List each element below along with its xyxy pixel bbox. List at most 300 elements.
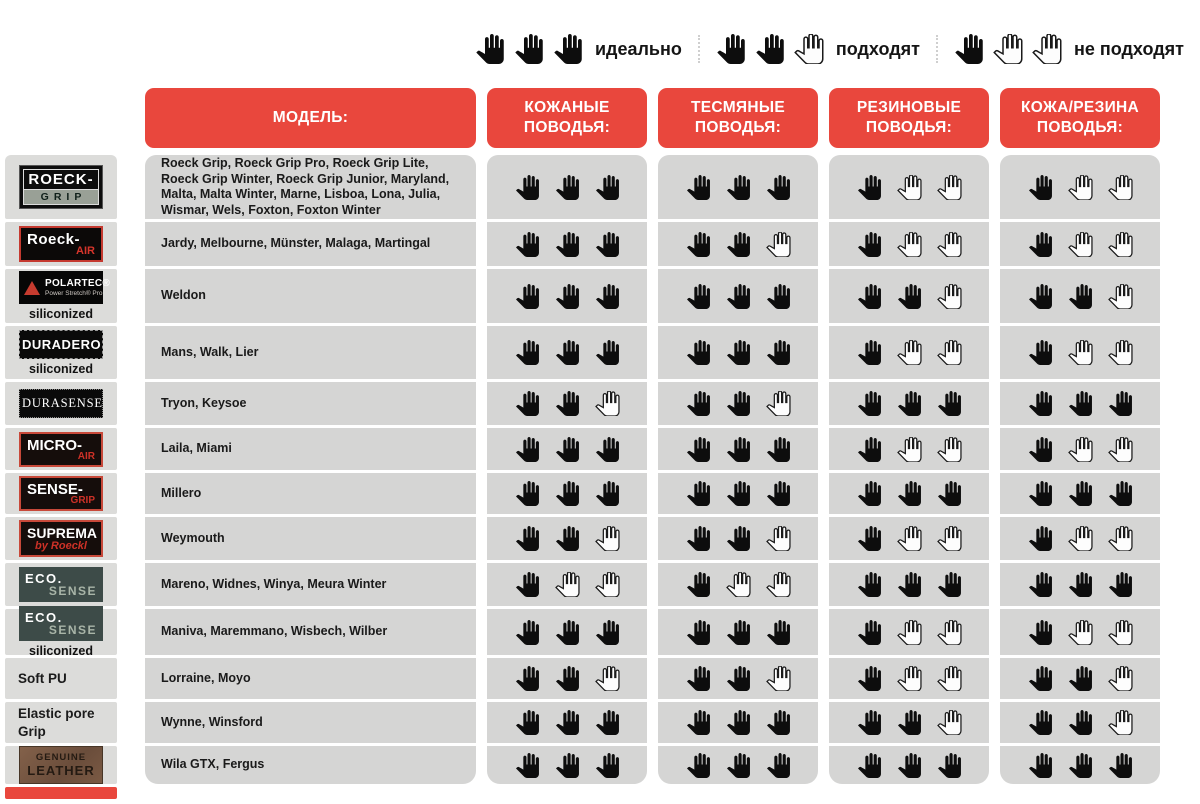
legend-item-unsuitable <box>954 34 1184 64</box>
hand-filled-icon <box>937 481 962 506</box>
model-cell <box>145 269 476 323</box>
hand-filled-icon <box>954 34 984 64</box>
rating-cell <box>658 658 818 699</box>
hand-outline-icon <box>1068 526 1093 551</box>
rating-column-leather-rubber-reins <box>1000 88 1160 784</box>
material-cell <box>5 222 117 266</box>
rating-column-body <box>487 155 647 784</box>
rating-cell <box>829 658 989 699</box>
rating-cell <box>487 609 647 655</box>
rating-cell <box>487 746 647 784</box>
hand-filled-icon <box>726 232 751 257</box>
hand-filled-icon <box>1028 340 1053 365</box>
material-cell <box>5 658 117 699</box>
hand-filled-icon <box>1028 526 1053 551</box>
hand-filled-icon <box>1068 284 1093 309</box>
rating-cell <box>487 222 647 266</box>
hand-outline-icon <box>1108 232 1133 257</box>
model-names: Wynne, Winsford <box>161 714 263 729</box>
suprema-logo <box>19 520 103 557</box>
material-caption: siliconized <box>29 307 93 321</box>
legend-item-suitable <box>716 34 920 64</box>
hand-outline-icon <box>937 175 962 200</box>
logo-text: AIR <box>77 450 95 462</box>
hand-outline-icon <box>897 340 922 365</box>
rating-header-rubber-reins: РЕЗИНОВЫЕ ПОВОДЬЯ: <box>829 88 989 148</box>
material-cell <box>5 155 117 219</box>
rating-cell <box>1000 473 1160 514</box>
rating-cell <box>487 517 647 560</box>
legend-separator <box>698 35 700 63</box>
hand-outline-icon <box>766 526 791 551</box>
logo-text: AIR <box>76 245 95 257</box>
legend <box>475 34 1184 64</box>
hand-filled-icon <box>726 710 751 735</box>
hand-filled-icon <box>1028 481 1053 506</box>
rating-column-webbing-reins <box>658 88 818 784</box>
hand-outline-icon <box>595 526 620 551</box>
hand-filled-icon <box>726 391 751 416</box>
hand-filled-icon <box>1028 620 1053 645</box>
material-cell <box>5 382 117 425</box>
model-names: Roeck Grip, Roeck Grip Pro, Roeck Grip Lite, Roeck Grip Winter, Roeck Grip Junior, Maryland, Malta, Malta Winter, Marne, Lisboa, Lona, Julia, Wismar, Wels, Foxton, Foxton Winter <box>161 156 450 217</box>
hand-outline-icon <box>993 34 1023 64</box>
material-cell <box>5 428 117 470</box>
rating-cell <box>658 702 818 743</box>
rating-cell <box>487 658 647 699</box>
hand-filled-icon <box>726 437 751 462</box>
hand-filled-icon <box>766 481 791 506</box>
hand-filled-icon <box>686 753 711 778</box>
material-cell <box>5 609 117 658</box>
hand-filled-icon <box>595 232 620 257</box>
rating-cell <box>487 269 647 323</box>
hand-filled-icon <box>766 175 791 200</box>
rating-column-leather-reins <box>487 88 647 784</box>
hand-filled-icon <box>1068 710 1093 735</box>
hand-outline-icon <box>897 526 922 551</box>
logo-text: by Roeckl <box>35 540 87 552</box>
rating-cell <box>658 222 818 266</box>
rating-cell <box>487 155 647 219</box>
hand-filled-icon <box>897 481 922 506</box>
hand-filled-icon <box>937 753 962 778</box>
eco-sense-logo <box>19 606 103 641</box>
rating-cell <box>1000 155 1160 219</box>
hand-filled-icon <box>857 232 882 257</box>
hand-filled-icon <box>766 753 791 778</box>
hand-filled-icon <box>857 666 882 691</box>
hand-filled-icon <box>515 284 540 309</box>
rating-column-body <box>658 155 818 784</box>
model-cell <box>145 746 476 784</box>
hand-outline-icon <box>1032 34 1062 64</box>
rating-cell <box>658 382 818 425</box>
rating-cell <box>658 563 818 606</box>
hand-outline-icon <box>766 391 791 416</box>
logo-text: Power Stretch® Pro <box>45 290 103 297</box>
logo-text: GENUINE <box>35 752 87 763</box>
hand-outline-icon <box>897 437 922 462</box>
hand-outline-icon <box>766 666 791 691</box>
rating-cell <box>1000 269 1160 323</box>
hand-filled-icon <box>766 710 791 735</box>
hand-outline-icon <box>1108 710 1133 735</box>
model-cell <box>145 326 476 379</box>
rating-cell <box>487 428 647 470</box>
hand-filled-icon <box>726 340 751 365</box>
hand-filled-icon <box>766 340 791 365</box>
rating-header-webbing-reins: ТЕСМЯНЫЕ ПОВОДЬЯ: <box>658 88 818 148</box>
logo-text: DURASENSE <box>22 396 103 410</box>
roeck-grip-logo <box>19 165 103 209</box>
hand-filled-icon <box>555 232 580 257</box>
hand-outline-icon <box>1068 232 1093 257</box>
hand-filled-icon <box>1028 666 1053 691</box>
model-names: Jardy, Melbourne, Münster, Malaga, Martingal <box>161 236 431 251</box>
hand-outline-icon <box>937 666 962 691</box>
hand-outline-icon <box>1108 526 1133 551</box>
rating-cell <box>1000 702 1160 743</box>
polartec-logo <box>19 271 111 304</box>
model-cell <box>145 155 476 219</box>
hand-filled-icon <box>1068 391 1093 416</box>
model-names: Weymouth <box>161 530 225 545</box>
hand-filled-icon <box>1068 572 1093 597</box>
hand-filled-icon <box>555 481 580 506</box>
hand-filled-icon <box>1108 753 1133 778</box>
model-names: Laila, Miami <box>161 441 232 456</box>
hand-filled-icon <box>716 34 746 64</box>
rating-cell <box>487 382 647 425</box>
hand-filled-icon <box>555 340 580 365</box>
sidebar-partial-logo <box>5 787 117 799</box>
sense-grip-logo <box>19 476 103 511</box>
hand-outline-icon <box>937 526 962 551</box>
hand-filled-icon <box>515 340 540 365</box>
hand-filled-icon <box>1028 753 1053 778</box>
model-cell <box>145 702 476 743</box>
logo-text: ECO. <box>25 610 63 625</box>
hand-filled-icon <box>555 175 580 200</box>
hand-filled-icon <box>515 620 540 645</box>
rating-cell <box>829 563 989 606</box>
hand-filled-icon <box>897 753 922 778</box>
hand-filled-icon <box>515 391 540 416</box>
micro-air-logo <box>19 432 103 467</box>
hand-filled-icon <box>595 340 620 365</box>
hand-outline-icon <box>897 666 922 691</box>
rating-cell <box>658 326 818 379</box>
hand-filled-icon <box>686 340 711 365</box>
material-caption: siliconized <box>29 361 93 376</box>
hand-filled-icon <box>515 232 540 257</box>
rating-cell <box>829 222 989 266</box>
model-cell <box>145 658 476 699</box>
legend-separator <box>936 35 938 63</box>
material-cell <box>5 326 117 379</box>
rating-cell <box>1000 517 1160 560</box>
hand-filled-icon <box>555 753 580 778</box>
hand-outline-icon <box>897 620 922 645</box>
hand-filled-icon <box>686 666 711 691</box>
hand-filled-icon <box>595 753 620 778</box>
hand-filled-icon <box>755 34 785 64</box>
hand-filled-icon <box>1108 481 1133 506</box>
model-names: Tryon, Keysoe <box>161 395 247 410</box>
rating-cell <box>1000 382 1160 425</box>
hand-outline-icon <box>1068 620 1093 645</box>
hand-filled-icon <box>686 437 711 462</box>
hand-outline-icon <box>794 34 824 64</box>
hand-filled-icon <box>726 620 751 645</box>
legend-label-ideal: идеально <box>594 38 682 59</box>
hand-filled-icon <box>1028 284 1053 309</box>
hand-outline-icon <box>1108 620 1133 645</box>
legend-hands-suitable <box>716 34 824 64</box>
hand-filled-icon <box>1028 391 1053 416</box>
hand-outline-icon <box>1108 284 1133 309</box>
hand-outline-icon <box>1108 175 1133 200</box>
rating-cell <box>829 428 989 470</box>
hand-filled-icon <box>857 391 882 416</box>
hand-filled-icon <box>897 391 922 416</box>
logo-text: DURADERO <box>22 336 102 352</box>
hand-filled-icon <box>515 666 540 691</box>
hand-filled-icon <box>553 34 583 64</box>
hand-filled-icon <box>857 481 882 506</box>
hand-filled-icon <box>686 391 711 416</box>
hand-filled-icon <box>555 620 580 645</box>
hand-filled-icon <box>686 481 711 506</box>
hand-filled-icon <box>555 391 580 416</box>
hand-outline-icon <box>726 572 751 597</box>
model-names: Lorraine, Moyo <box>161 670 251 685</box>
hand-filled-icon <box>726 753 751 778</box>
hand-filled-icon <box>897 572 922 597</box>
hand-filled-icon <box>1028 572 1053 597</box>
hand-filled-icon <box>726 481 751 506</box>
rating-cell <box>487 563 647 606</box>
hand-filled-icon <box>1068 666 1093 691</box>
rating-column-rubber-reins <box>829 88 989 784</box>
hand-filled-icon <box>857 284 882 309</box>
logo-text: LEATHER <box>27 763 95 778</box>
hand-filled-icon <box>1108 572 1133 597</box>
material-sidebar <box>5 155 117 799</box>
hand-filled-icon <box>515 437 540 462</box>
logo-text: SENSE <box>48 623 97 637</box>
rating-cell <box>487 702 647 743</box>
hand-filled-icon <box>514 34 544 64</box>
rating-cell <box>829 155 989 219</box>
hand-outline-icon <box>1108 666 1133 691</box>
rating-cell <box>1000 563 1160 606</box>
hand-outline-icon <box>897 232 922 257</box>
model-cell <box>145 382 476 425</box>
logo-text: SENSE <box>48 584 97 598</box>
hand-filled-icon <box>766 284 791 309</box>
rating-cell <box>658 746 818 784</box>
material-label: Elastic pore Grip <box>18 705 95 739</box>
material-label: Soft PU <box>18 670 67 686</box>
rating-column-body <box>829 155 989 784</box>
hand-filled-icon <box>686 620 711 645</box>
hand-filled-icon <box>857 340 882 365</box>
hand-filled-icon <box>857 572 882 597</box>
duradero-logo <box>19 330 103 359</box>
hand-outline-icon <box>555 572 580 597</box>
logo-text: GRIP <box>23 189 99 205</box>
legend-item-ideal <box>475 34 682 64</box>
hand-filled-icon <box>515 175 540 200</box>
polartec-triangle-icon <box>24 281 40 295</box>
hand-filled-icon <box>515 572 540 597</box>
leather-logo <box>19 746 103 784</box>
hand-outline-icon <box>595 572 620 597</box>
model-header: МОДЕЛЬ: <box>145 88 476 148</box>
hand-outline-icon <box>1068 437 1093 462</box>
hand-outline-icon <box>595 391 620 416</box>
model-cell <box>145 609 476 655</box>
legend-hands-ideal <box>475 34 583 64</box>
rating-cell <box>1000 326 1160 379</box>
model-names: Wila GTX, Fergus <box>161 757 265 772</box>
eco-sense-logo <box>19 567 103 602</box>
hand-filled-icon <box>595 710 620 735</box>
material-cell <box>5 702 117 743</box>
legend-hands-unsuitable <box>954 34 1062 64</box>
logo-text: ECO. <box>25 571 63 586</box>
hand-filled-icon <box>857 710 882 735</box>
hand-filled-icon <box>595 284 620 309</box>
rating-cell <box>829 702 989 743</box>
hand-filled-icon <box>475 34 505 64</box>
hand-outline-icon <box>766 232 791 257</box>
hand-filled-icon <box>595 481 620 506</box>
legend-label-suitable: подходят <box>835 38 920 59</box>
material-cell <box>5 746 117 784</box>
hand-filled-icon <box>686 232 711 257</box>
model-names: Mans, Walk, Lier <box>161 344 259 359</box>
hand-filled-icon <box>726 526 751 551</box>
material-cell <box>5 269 117 323</box>
hand-filled-icon <box>726 175 751 200</box>
logo-text: GRIP <box>70 495 95 506</box>
model-cell <box>145 473 476 514</box>
hand-outline-icon <box>937 620 962 645</box>
hand-filled-icon <box>595 620 620 645</box>
logo-text: Roeck- <box>27 231 81 248</box>
rating-cell <box>829 326 989 379</box>
hand-filled-icon <box>686 710 711 735</box>
hand-outline-icon <box>595 666 620 691</box>
hand-filled-icon <box>515 753 540 778</box>
logo-text: POLARTEC® <box>45 278 111 289</box>
model-names: Millero <box>161 485 202 500</box>
rating-cell <box>658 609 818 655</box>
rating-cell <box>658 269 818 323</box>
hand-filled-icon <box>766 437 791 462</box>
rating-header-leather-rubber-reins: КОЖА/РЕЗИНА ПОВОДЬЯ: <box>1000 88 1160 148</box>
hand-filled-icon <box>1028 710 1053 735</box>
rating-cell <box>1000 428 1160 470</box>
material-cell <box>5 517 117 560</box>
rating-cell <box>829 382 989 425</box>
hand-filled-icon <box>686 526 711 551</box>
hand-filled-icon <box>1028 437 1053 462</box>
hand-filled-icon <box>857 526 882 551</box>
hand-outline-icon <box>937 710 962 735</box>
hand-filled-icon <box>857 437 882 462</box>
roeck-air-logo <box>19 226 103 262</box>
rating-cell <box>658 155 818 219</box>
logo-text: MICRO- <box>27 436 82 454</box>
hand-filled-icon <box>555 710 580 735</box>
rating-cell <box>829 746 989 784</box>
hand-filled-icon <box>686 284 711 309</box>
material-cell <box>5 563 117 606</box>
hand-filled-icon <box>686 572 711 597</box>
hand-outline-icon <box>937 340 962 365</box>
model-cell <box>145 428 476 470</box>
hand-outline-icon <box>937 437 962 462</box>
hand-outline-icon <box>897 175 922 200</box>
hand-filled-icon <box>857 753 882 778</box>
legend-label-unsuitable: не подходят <box>1073 38 1184 59</box>
model-names: Maniva, Maremmano, Wisbech, Wilber <box>161 624 388 639</box>
rating-cell <box>487 326 647 379</box>
logo-text: SENSE- <box>27 481 83 498</box>
hand-filled-icon <box>937 391 962 416</box>
model-cell <box>145 517 476 560</box>
hand-filled-icon <box>937 572 962 597</box>
hand-filled-icon <box>1068 753 1093 778</box>
hand-filled-icon <box>515 710 540 735</box>
rating-cell <box>829 609 989 655</box>
rating-cell <box>487 473 647 514</box>
hand-filled-icon <box>897 710 922 735</box>
hand-filled-icon <box>515 526 540 551</box>
hand-filled-icon <box>1028 175 1053 200</box>
hand-filled-icon <box>726 284 751 309</box>
rating-cell <box>658 517 818 560</box>
hand-filled-icon <box>555 666 580 691</box>
comparison-table <box>145 88 1160 784</box>
hand-filled-icon <box>515 481 540 506</box>
hand-filled-icon <box>1068 481 1093 506</box>
rating-cell <box>829 269 989 323</box>
rating-cell <box>829 473 989 514</box>
hand-outline-icon <box>1108 340 1133 365</box>
hand-filled-icon <box>897 284 922 309</box>
hand-filled-icon <box>766 620 791 645</box>
hand-outline-icon <box>937 232 962 257</box>
rating-cell <box>658 428 818 470</box>
material-cell <box>5 473 117 514</box>
rating-cell <box>829 517 989 560</box>
logo-text: ROECK- <box>23 169 99 189</box>
material-caption: siliconized <box>29 644 93 658</box>
rating-cell <box>1000 609 1160 655</box>
rating-cell <box>1000 658 1160 699</box>
rating-cell <box>1000 222 1160 266</box>
model-column-body <box>145 155 476 784</box>
hand-filled-icon <box>726 666 751 691</box>
hand-filled-icon <box>555 437 580 462</box>
hand-outline-icon <box>1068 340 1093 365</box>
durasense-logo <box>19 389 103 418</box>
